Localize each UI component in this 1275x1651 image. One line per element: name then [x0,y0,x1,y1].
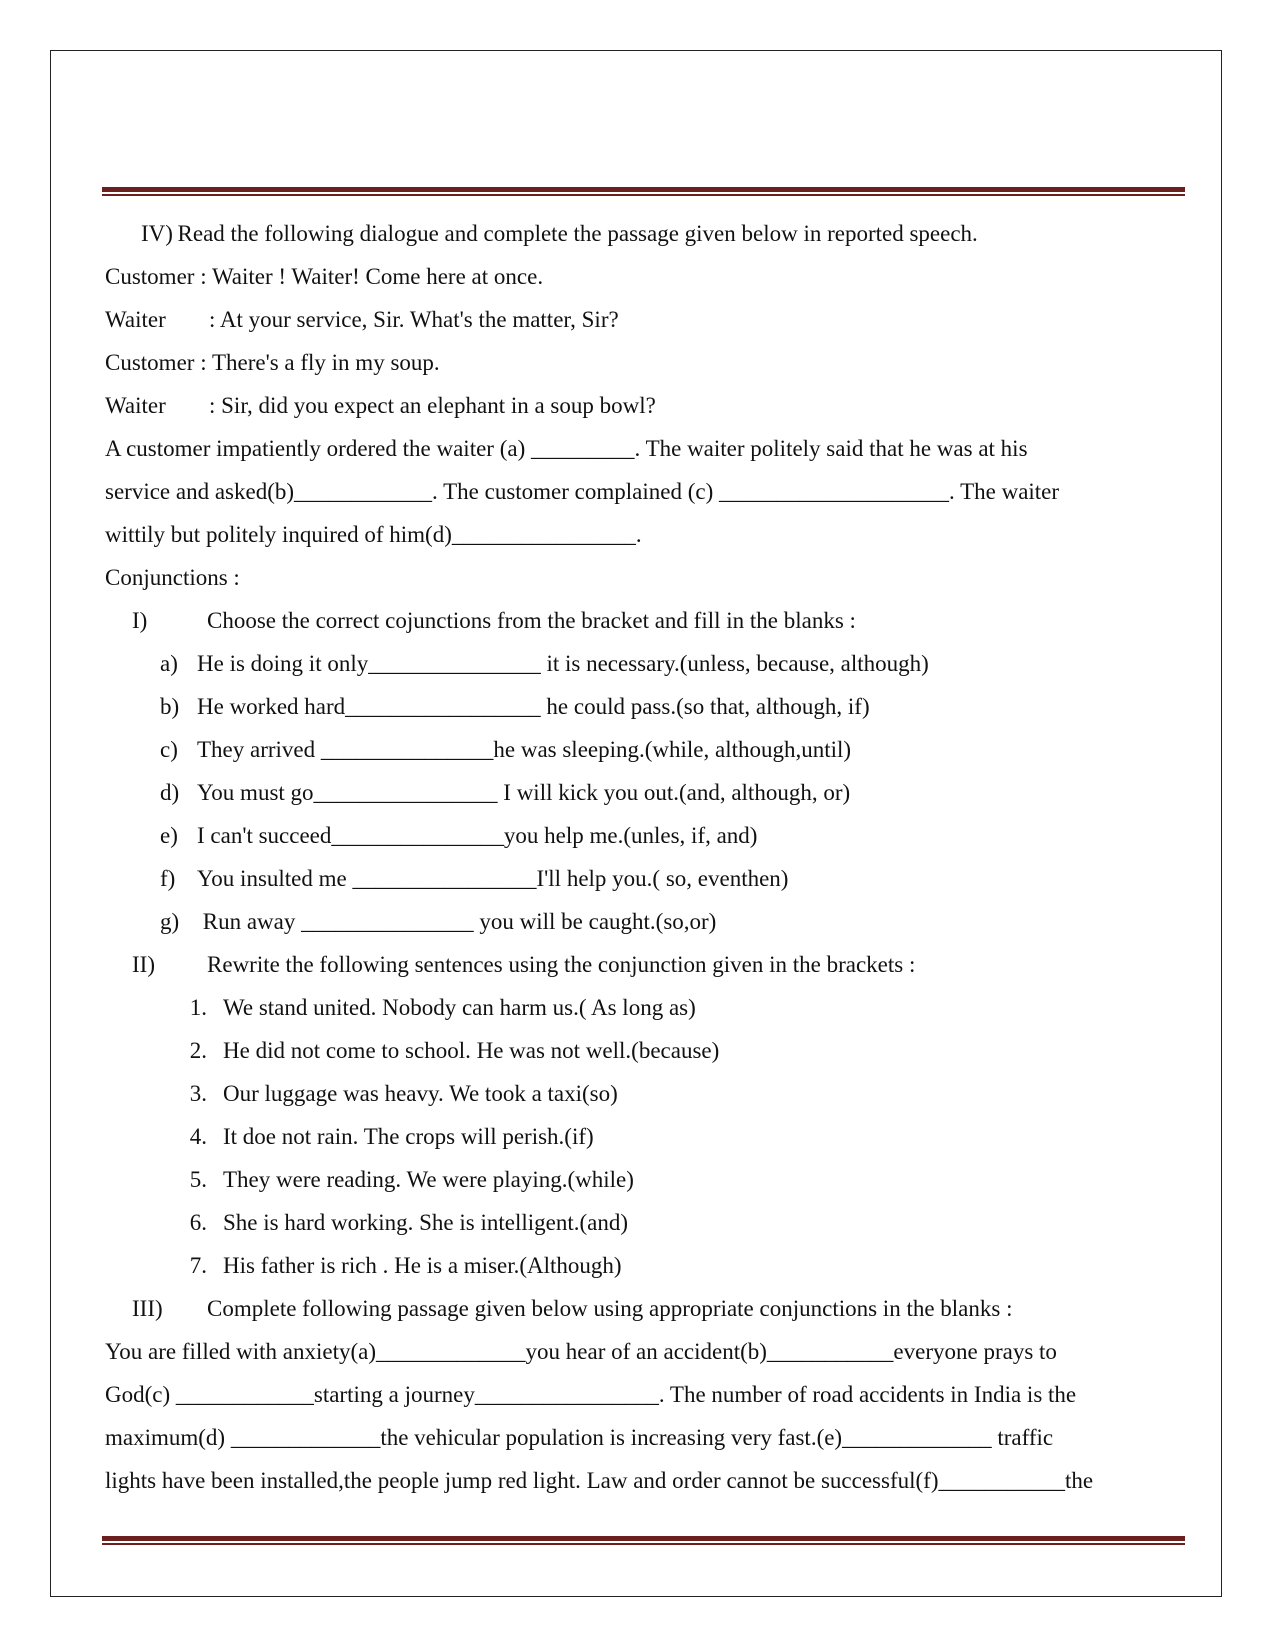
dialogue-line [105,341,1195,384]
item-text: His father is rich . He is a miser.(Although) [223,1253,622,1278]
item-marker: c) [160,737,178,762]
dialogue-text: Sir, did you expect an elephant in a soup bowl? [221,393,656,418]
reported-speech-heading: IV) Read the following dialogue and complete the passage given below in reported speech. [141,221,978,246]
section-heading [105,1287,1195,1330]
section-heading [105,943,1195,986]
list-item [105,1201,1195,1244]
item-text: We stand united. Nobody can harm us.( As long as) [223,995,696,1020]
dialogue-text: At your service, Sir. What's the matter, Sir? [219,307,619,332]
list-item [105,900,1195,943]
list-item [105,685,1195,728]
section-label: III) [132,1296,163,1321]
conjunctions-title: Conjunctions : [105,565,240,590]
list-item [105,642,1195,685]
item-text: Our luggage was heavy. We took a taxi(so) [223,1081,618,1106]
speaker: Waiter [105,307,166,332]
header-rule [102,187,1185,196]
speaker: Customer [105,350,195,375]
dialogue-line [105,384,1195,427]
item-marker: b) [160,694,180,719]
section-label: I) [132,608,148,633]
item-text: You insulted me ________________I'll help you.( so, eventhen) [197,866,789,891]
passage-line: You are filled with anxiety(a)_____________you hear of an accident(b)___________everyone prays to [105,1339,1057,1364]
dialogue-line [105,298,1195,341]
passage-line: God(c) ____________starting a journey________________. The number of road accidents in India is the [105,1382,1077,1407]
footer-rule [102,1536,1185,1545]
list-item [105,1115,1195,1158]
item-marker: a) [160,651,178,676]
item-marker: g) [160,909,180,934]
item-text: You must go________________ I will kick you out.(and, although, or) [197,780,851,805]
list-item [105,814,1195,857]
list-item [105,771,1195,814]
item-marker: f) [160,866,176,891]
section-instruction: Rewrite the following sentences using the conjunction given in the brackets : [207,952,916,977]
speaker-separator: : [209,393,222,418]
item-marker: 6. [189,1210,207,1235]
item-marker: 1. [189,995,207,1020]
speaker: Waiter [105,393,166,418]
list-item [105,857,1195,900]
item-text: She is hard working. She is intelligent.(and) [223,1210,628,1235]
worksheet-content [105,212,1195,1502]
item-text: He worked hard_________________ he could pass.(so that, although, if) [197,694,870,719]
section-instruction: Complete following passage given below using appropriate conjunctions in the blanks : [207,1296,1013,1321]
item-marker: 4. [189,1124,207,1149]
passage-line: maximum(d) _____________the vehicular population is increasing very fast.(e)_____________ traffic [105,1425,1054,1450]
list-item [105,1244,1195,1287]
section-heading [105,599,1195,642]
dialogue-text: Waiter ! Waiter! Come here at once. [211,264,544,289]
speaker-separator: : [194,264,212,289]
passage-line: service and asked(b)____________. The customer complained (c) ____________________. The waiter [105,479,1060,504]
speaker: Customer [105,264,195,289]
passage-line: A customer impatiently ordered the waiter (a) _________. The waiter politely said that he was at his [105,436,1028,461]
list-item [105,728,1195,771]
section-instruction: Choose the correct cojunctions from the bracket and fill in the blanks : [207,608,856,633]
item-marker: 2. [189,1038,207,1063]
passage-line: wittily but politely inquired of him(d)________________. [105,522,642,547]
speaker-separator: : [209,307,220,332]
item-text: Run away _______________ you will be caught.(so,or) [197,909,717,934]
section-label: II) [132,952,155,977]
passage-line: lights have been installed,the people jump red light. Law and order cannot be successful(f)___________the [105,1468,1094,1493]
item-marker: 3. [189,1081,207,1106]
item-marker: d) [160,780,180,805]
item-marker: e) [160,823,178,848]
dialogue-text: There's a fly in my soup. [211,350,440,375]
item-text: He did not come to school. He was not well.(because) [223,1038,720,1063]
speaker-separator: : [194,350,212,375]
list-item [105,1072,1195,1115]
list-item [105,1158,1195,1201]
list-item [105,986,1195,1029]
item-text: They arrived _______________he was sleeping.(while, although,until) [197,737,852,762]
dialogue-line [105,255,1195,298]
item-text: It doe not rain. The crops will perish.(if) [223,1124,594,1149]
item-text: They were reading. We were playing.(while) [223,1167,634,1192]
item-marker: 7. [189,1253,207,1278]
item-text: He is doing it only_______________ it is necessary.(unless, because, although) [197,651,929,676]
list-item [105,1029,1195,1072]
item-marker: 5. [189,1167,207,1192]
item-text: I can't succeed_______________you help me.(unles, if, and) [197,823,758,848]
